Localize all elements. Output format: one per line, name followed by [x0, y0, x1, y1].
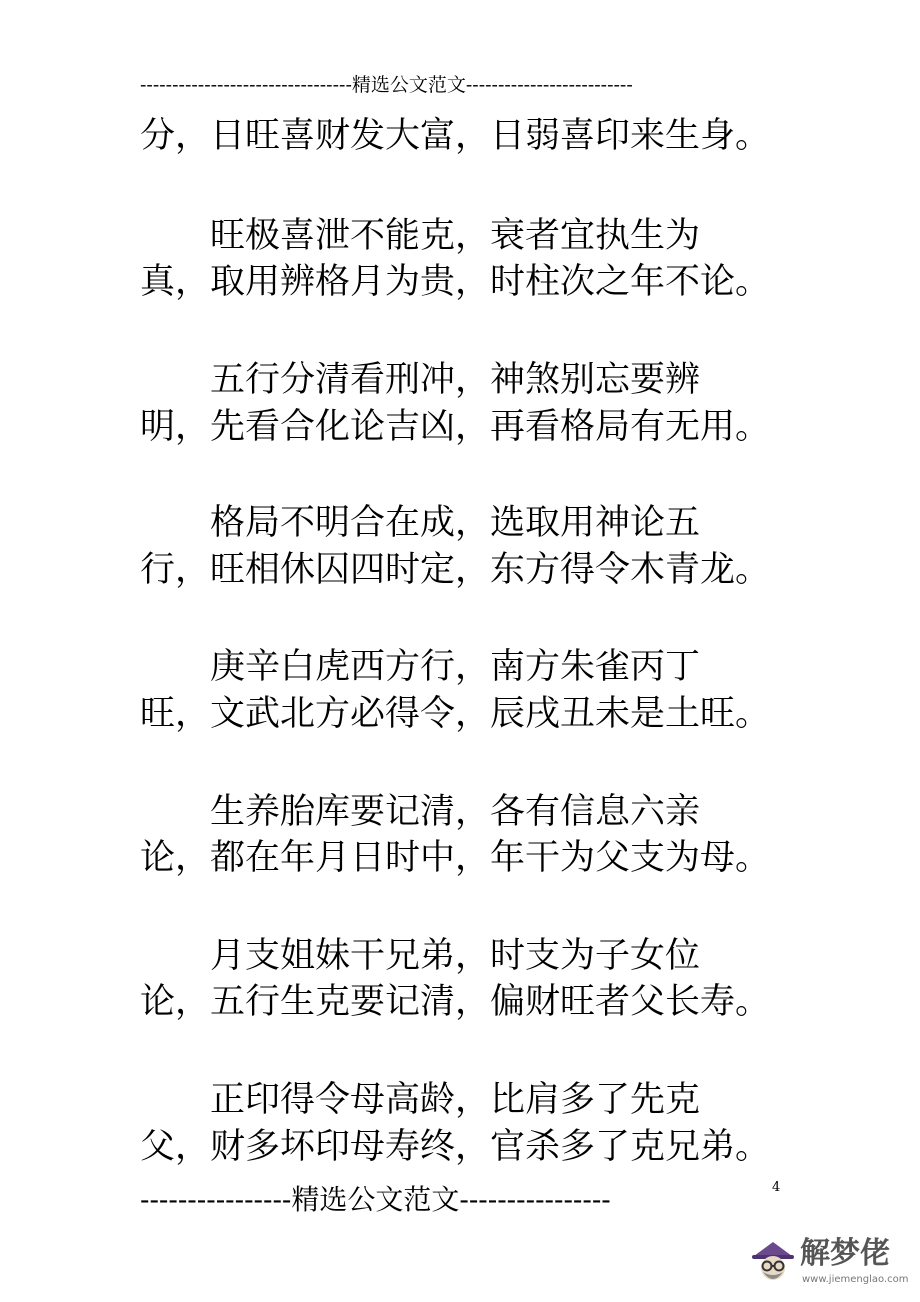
text-line: 明，先看合化论吉凶，再看格局有无用。 — [140, 407, 771, 447]
page-header: ---------------------------------精选公文范文-------------------------- — [140, 74, 633, 96]
text-line: 格局不明合在成，选取用神论五 — [140, 503, 701, 543]
text-line: 旺，文武北方必得令，辰戌丑未是土旺。 — [140, 694, 771, 734]
page-number: 4 — [772, 1180, 781, 1195]
watermark-url: www.jiemenglao.com — [802, 1274, 909, 1285]
text-line: 庚辛白虎西方行，南方朱雀丙丁 — [140, 647, 701, 687]
text-line: 真，取用辨格月为贵，时柱次之年不论。 — [140, 262, 771, 302]
text-line: 生养胎库要记清，各有信息六亲 — [140, 792, 701, 832]
text-line: 父，财多坏印母寿终，官杀多了克兄弟。 — [140, 1127, 771, 1167]
text-line: 论，都在年月日时中，年干为父支为母。 — [140, 838, 771, 878]
text-line: 行，旺相休囚四时定，东方得令木青龙。 — [140, 550, 771, 590]
text-line: 旺极喜泄不能克，衰者宜执生为 — [140, 216, 701, 256]
watermark-brand: 解梦佬 — [800, 1236, 890, 1271]
text-line: 五行分清看刑冲，神煞别忘要辨 — [140, 360, 701, 400]
text-line: 分，日旺喜财发大富，日弱喜印来生身。 — [140, 116, 771, 156]
watermark — [750, 1236, 910, 1292]
fortune-teller-logo-icon — [750, 1238, 796, 1284]
text-line: 月支姐妹干兄弟，时支为子女位 — [140, 936, 701, 976]
text-line: 论，五行生克要记清，偏财旺者父长寿。 — [140, 982, 771, 1022]
text-line: 正印得令母高龄，比肩多了先克 — [140, 1080, 701, 1120]
page-footer: ----------------精选公文范文---------------- — [140, 1183, 611, 1216]
